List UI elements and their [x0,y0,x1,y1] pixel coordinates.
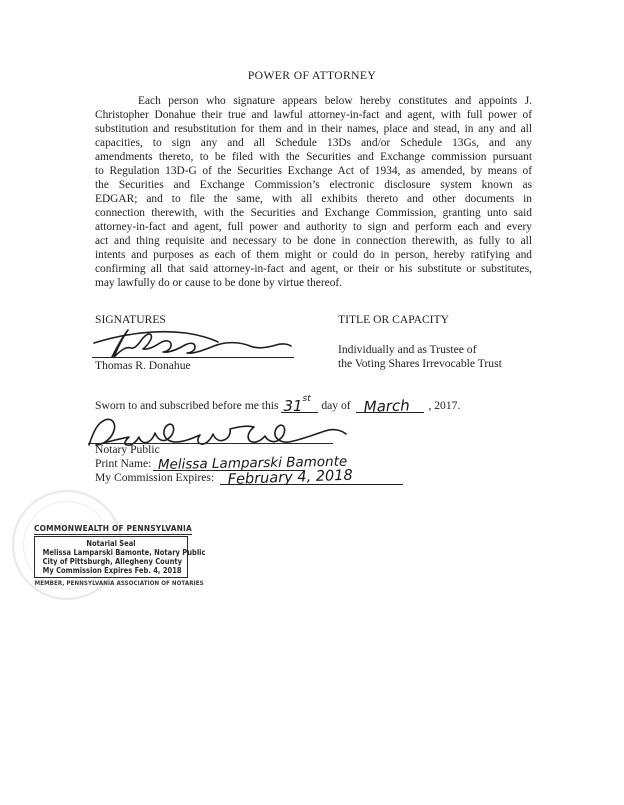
stamp-line: My Commission Expires Feb. 4, 2018 [42,566,182,575]
sworn-statement [95,394,535,416]
stamp-footer: MEMBER, PENNSYLVANIA ASSOCIATION OF NOTARIES [34,579,204,587]
paragraph-line: capacities, to sign any and all Schedule 13Ds and/or Schedule 13Gs, and any [95,137,532,149]
stamp-box [34,536,206,578]
notary-public-label: Notary Public [95,443,160,456]
print-name-blank [153,453,348,473]
paragraph-line: substitution and resubstitution for them and in their names, place and stead, in any and all [95,123,532,135]
print-name-row [95,453,348,473]
signature-thomas-r-donahue [90,326,295,358]
document-title: POWER OF ATTORNEY [247,69,377,82]
capacity-line-1: Individually and as Trustee of [338,343,477,356]
day-blank [281,394,318,415]
stamp-line: Notarial Seal [86,539,136,548]
commission-label: My Commission Expires: [95,471,215,484]
signature-line [92,357,294,358]
commission-blank [220,467,403,488]
paragraph-line: confirming all that said attorney-in-fact and agent, or their or his substitute or substitutes, [95,263,532,275]
stamp-header: COMMONWEALTH OF PENNSYLVANIA [33,524,192,533]
paragraph-line: may lawfully do or cause to be done by virtue thereof. [95,277,343,289]
paragraph-line: act and thing requisite and necessary to be done in connection therewith, as fully to all [95,235,532,247]
body-paragraph [95,94,532,290]
stamp-line: City of Pittsburgh, Allegheny County [42,557,183,566]
handwritten-month: March [362,396,410,416]
title-capacity-heading: TITLE OR CAPACITY [338,313,450,326]
sworn-prefix: Sworn to and subscribed before me this [95,399,279,412]
paragraph-line: EDGAR; and to file the same, with all exhibits thereto and other documents in [95,193,532,205]
print-name-label: Print Name: [95,457,152,470]
month-blank [356,396,424,416]
capacity-line-2: the Voting Shares Irrevocable Trust [338,357,502,370]
signatures-heading: SIGNATURES [95,313,166,326]
stamp-line: Melissa Lamparski Bamonte, Notary Public [42,548,206,557]
paragraph-line: connection therewith, with the Securities and Exchange Commission, granting unto said [95,207,532,219]
notary-stamp [28,516,206,587]
paragraph-line: Christopher Donahue their true and lawful attorney-in-fact and agent, with full power of [95,109,532,121]
paragraph-line: to Regulation 13D-G of the Securities Exchange Act of 1934, as amended, by means of [95,165,532,177]
handwritten-commission-date: February 4, 2018 [227,467,354,488]
handwritten-print-name: Melissa Lamparski Bamonte [158,453,348,473]
sworn-suffix: , 2017. [428,399,461,412]
paragraph-line: the Securities and Exchange Commission’s electronic disclosure system known as [95,179,532,191]
handwritten-day: 31st [283,394,311,415]
paragraph-line: amendments thereto, to be filed with the Securities and Exchange commission pursuant [95,151,532,163]
paragraph-line: intents and purposes as each of them might or could do in person, hereby ratifying and [95,249,532,261]
paragraph-line: Each person who signature appears below hereby constitutes and appoints J. [138,95,532,107]
commission-row [95,467,403,488]
signer-name: Thomas R. Donahue [95,359,191,372]
sworn-middle: day of [321,399,351,412]
signature-notary [85,413,350,447]
paragraph-line: attorney-in-fact and agent, full power and authority to sign and perform each and every [95,221,532,233]
